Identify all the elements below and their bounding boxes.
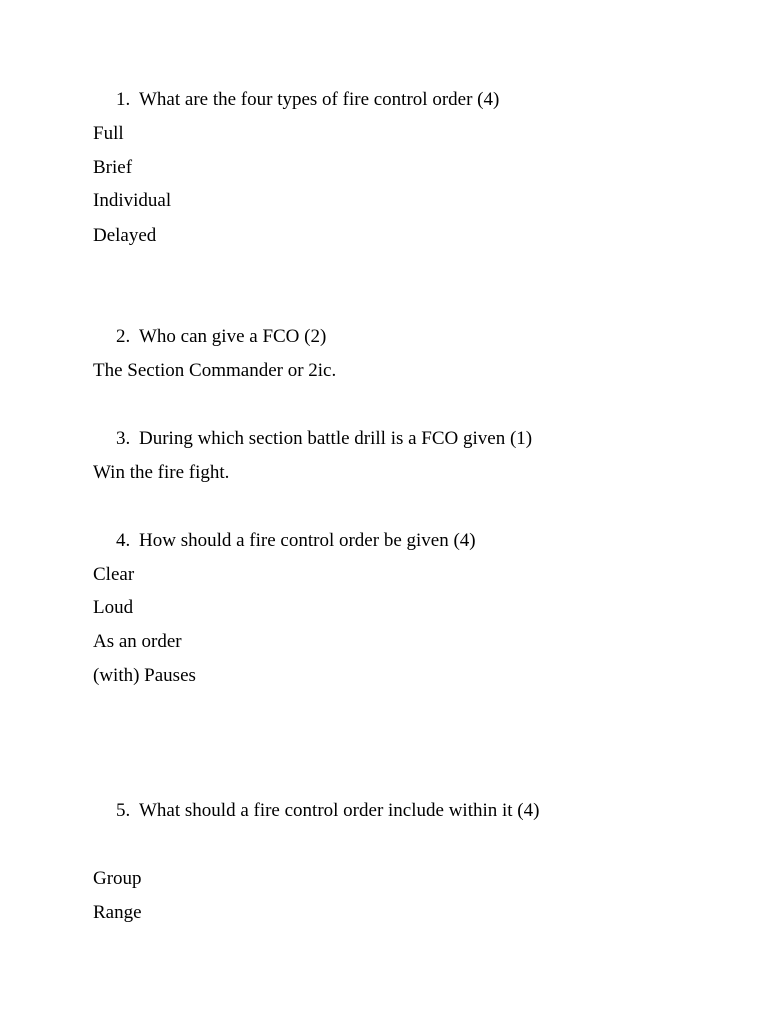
answer-line: Brief xyxy=(93,157,133,178)
question-4 xyxy=(116,530,476,552)
answer-line: As an order xyxy=(93,631,182,652)
question-5 xyxy=(116,800,539,822)
question-text: During which section battle drill is a FCO given (1) xyxy=(139,428,533,449)
question-2 xyxy=(116,326,326,348)
answer-line: Win the fire fight. xyxy=(93,462,230,483)
question-text: How should a fire control order be given (4) xyxy=(139,530,476,551)
answer-line: Clear xyxy=(93,564,135,585)
answer-line: (with) Pauses xyxy=(93,665,196,686)
question-number: 1. xyxy=(116,89,131,110)
question-text: Who can give a FCO (2) xyxy=(139,326,327,347)
answer-line: Group xyxy=(93,868,142,889)
answer-line: Individual xyxy=(93,190,172,211)
question-text: What should a fire control order include within it (4) xyxy=(139,800,540,821)
question-number: 3. xyxy=(116,428,131,449)
answer-line: The Section Commander or 2ic. xyxy=(93,360,337,381)
answer-line: Delayed xyxy=(93,225,157,246)
question-3 xyxy=(116,428,532,450)
answer-line: Full xyxy=(93,123,124,144)
question-text: What are the four types of fire control order (4) xyxy=(139,89,500,110)
question-number: 5. xyxy=(116,800,131,821)
question-number: 4. xyxy=(116,530,131,551)
answer-line: Loud xyxy=(93,597,134,618)
question-1 xyxy=(116,89,499,111)
answer-line: Range xyxy=(93,902,142,923)
question-number: 2. xyxy=(116,326,131,347)
